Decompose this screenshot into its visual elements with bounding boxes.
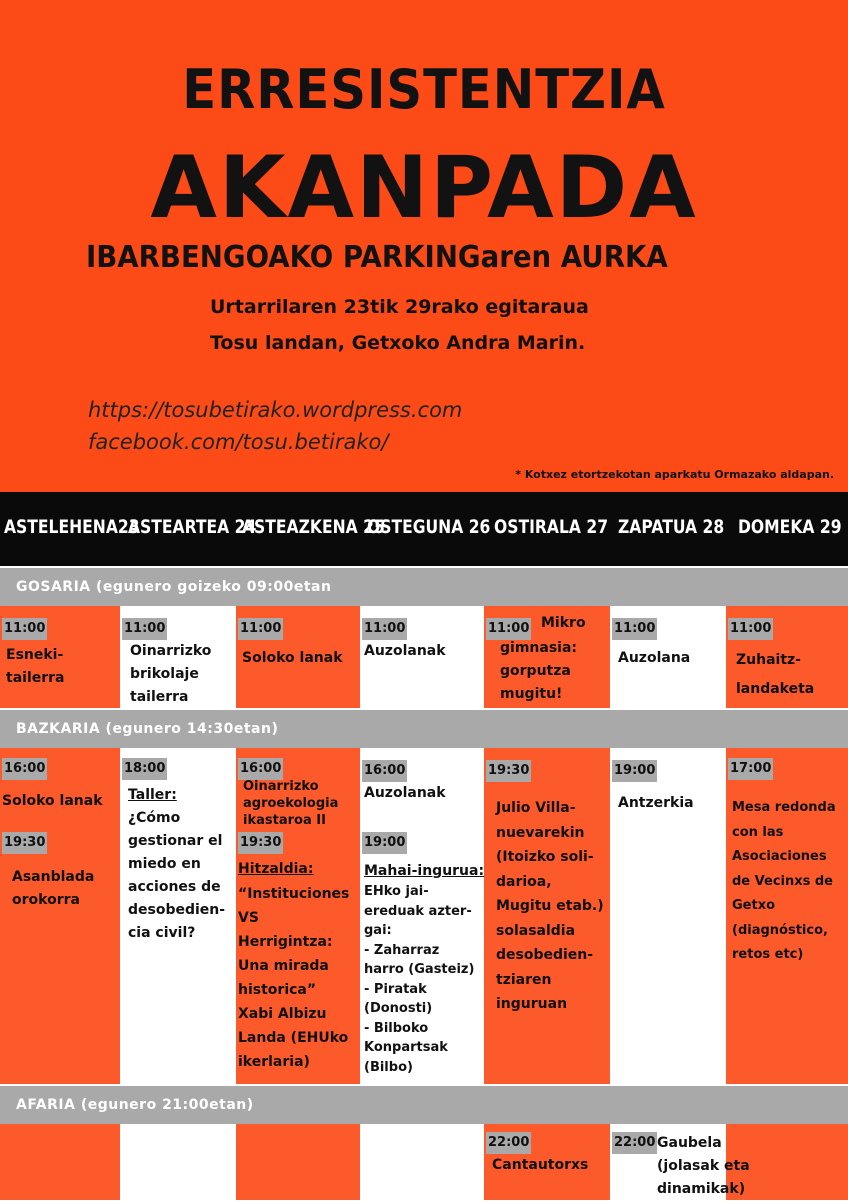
event-text: Julio Villa- nuevarekin (Itoizko soli- darioa, Mugitu etab.) solasaldia desobedien- tziaren inguruan xyxy=(496,800,604,1012)
event-text: gimnasia: gorputza mugitu! xyxy=(500,640,577,702)
breakfast-band xyxy=(0,568,848,606)
day-friday: OSTIRALA 27 xyxy=(494,516,609,538)
time-badge: 19:30 xyxy=(238,832,283,854)
time-badge: 19:00 xyxy=(362,832,407,854)
program-location: Tosu landan, Getxoko Andra Marin. xyxy=(210,332,586,354)
event-text: Auzolanak xyxy=(364,785,446,801)
day-wednesday: ASTEAZKENA 25 xyxy=(242,516,385,538)
day-tuesday: ASTEARTEA 24 xyxy=(128,516,257,538)
breakfast-label: GOSARIA (egunero goizeko 09:00etan xyxy=(16,579,332,595)
days-header-bar xyxy=(0,492,848,566)
time-badge: 22:00 xyxy=(612,1132,657,1154)
day-thursday: OSTEGUNA 26 xyxy=(367,516,491,538)
event-text: Zuhaitz- landaketa xyxy=(736,652,815,697)
evening-cell-thursday xyxy=(360,1124,484,1200)
event-text: Soloko lanak xyxy=(2,793,103,809)
time-badge: 11:00 xyxy=(122,618,167,640)
time-badge: 16:00 xyxy=(362,760,407,782)
event-text: EHko jai- ereduak azter- gai: - Zaharraz harro (Gasteiz) - Piratak (Donosti) - Bilboko Konpartsak (Bilbo) xyxy=(364,884,475,1075)
parking-note: * Kotxez etortzekotan aparkatu Ormazako aldapan. xyxy=(515,468,834,481)
time-badge: 11:00 xyxy=(486,618,531,640)
event-text: Mesa redonda con las Asociaciones de Vecinxs de Getxo (diagnóstico, retos etc) xyxy=(732,800,836,962)
event-text: Oinarrizko brikolaje tailerra xyxy=(130,643,212,705)
evening-cell-tuesday xyxy=(120,1124,236,1200)
facebook-link[interactable]: facebook.com/tosu.betirako/ xyxy=(88,430,389,454)
time-badge: 16:00 xyxy=(238,758,283,780)
time-badge: 16:00 xyxy=(2,758,47,780)
event-text: Asanblada orokorra xyxy=(12,869,95,908)
lunch-band xyxy=(0,710,848,748)
time-badge: 11:00 xyxy=(238,618,283,640)
event-heading: Mahai-ingurua: xyxy=(364,863,485,879)
poster-header xyxy=(0,0,848,492)
event-text: ¿Cómo gestionar el miedo en acciones de desobedien- cia civil? xyxy=(128,810,226,941)
day-sunday: DOMEKA 29 xyxy=(738,516,842,538)
time-badge: 19:00 xyxy=(612,760,657,782)
event-text: Esneki- tailerra xyxy=(6,647,65,686)
event-text: “Instituciones VS Herrigintza: Una mirada historica” Xabi Albizu Landa (EHUko ikerlaria) xyxy=(238,886,350,1070)
time-badge: 11:00 xyxy=(612,618,657,640)
evening-cell-wednesday xyxy=(236,1124,360,1200)
title-subject: IBARBENGOAKO PARKINGaren AURKA xyxy=(86,240,668,275)
time-badge: 22:00 xyxy=(486,1132,531,1154)
day-monday: ASTELEHENA23 xyxy=(4,516,140,538)
time-badge: 11:00 xyxy=(2,618,47,640)
event-text: Oinarrizko agroekologia ikastaroa II xyxy=(243,779,339,828)
dinner-label: AFARIA (egunero 21:00etan) xyxy=(16,1097,254,1113)
event-text: Gaubela (jolasak eta dinamikak) xyxy=(657,1135,750,1197)
lunch-label: BAZKARIA (egunero 14:30etan) xyxy=(16,721,279,737)
day-saturday: ZAPATUA 28 xyxy=(618,516,725,538)
event-text: Soloko lanak xyxy=(242,650,343,666)
event-heading: Taller: xyxy=(128,787,177,803)
event-heading: Hitzaldia: xyxy=(238,861,314,877)
program-dates: Urtarrilaren 23tik 29rako egitaraua xyxy=(210,296,589,318)
event-text: Antzerkia xyxy=(618,795,694,811)
dinner-band xyxy=(0,1086,848,1124)
time-badge: 17:00 xyxy=(728,758,773,780)
website-link[interactable]: https://tosubetirako.wordpress.com xyxy=(88,398,463,422)
time-badge: 11:00 xyxy=(728,618,773,640)
time-badge: 19:30 xyxy=(2,832,47,854)
evening-cell-monday xyxy=(0,1124,120,1200)
title-erresistentzia: ERRESISTENTZIA xyxy=(182,58,666,121)
event-text: Cantautorxs xyxy=(492,1157,589,1173)
title-akanpada: AKANPADA xyxy=(150,138,698,238)
event-text: Auzolanak xyxy=(364,643,446,659)
time-badge: 18:00 xyxy=(122,758,167,780)
event-text: Auzolana xyxy=(618,650,691,666)
event-text: Mikro xyxy=(541,615,586,631)
time-badge: 19:30 xyxy=(486,760,531,782)
time-badge: 11:00 xyxy=(362,618,407,640)
